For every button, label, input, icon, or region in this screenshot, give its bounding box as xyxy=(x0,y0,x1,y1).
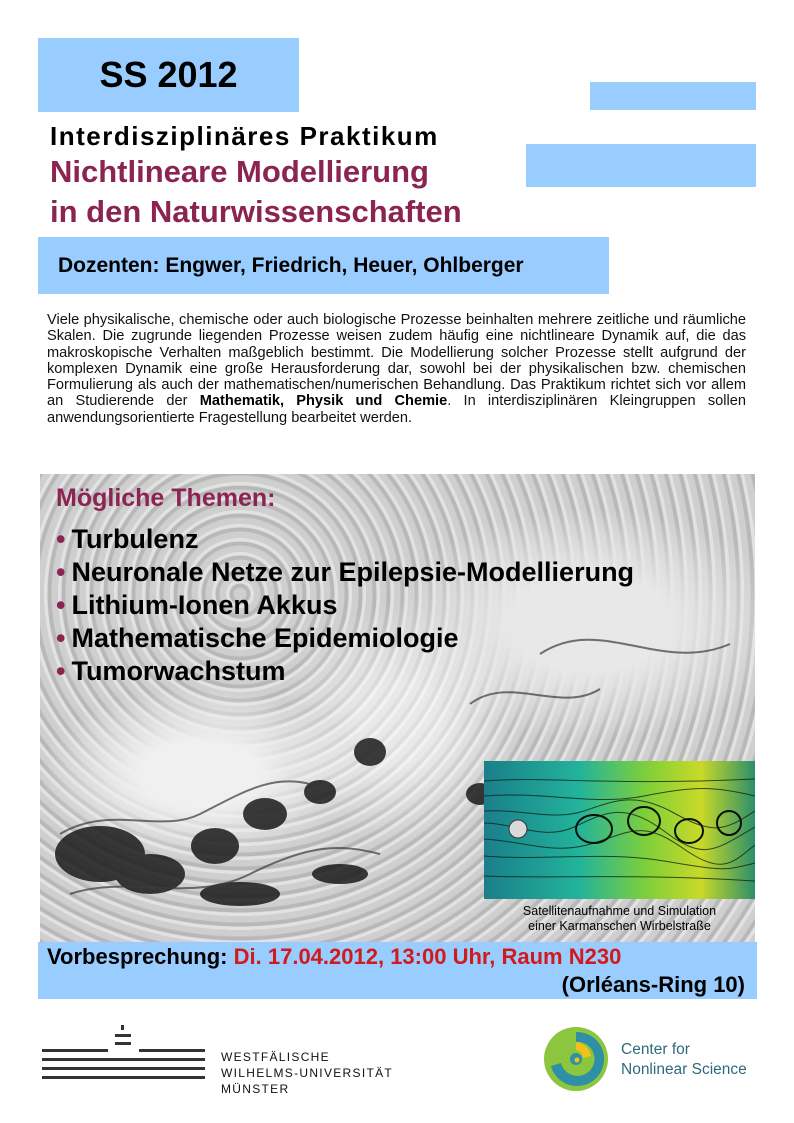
intro-paragraph xyxy=(47,312,746,426)
decorative-bar xyxy=(590,82,756,110)
vortex-simulation-image xyxy=(484,761,755,899)
university-name-line: WILHELMS-UNIVERSITÄT xyxy=(221,1066,394,1080)
university-name-line: WESTFÄLISCHE xyxy=(221,1050,330,1064)
intro-bold-subjects: Mathematik, Physik und Chemie xyxy=(199,393,448,410)
title-line-2: in den Naturwissenschaften xyxy=(50,194,462,229)
intro-text-end: . In interdisziplinären Kleingruppen sollen anwendungsorientierte Fragestellung bearbeitet werden. xyxy=(47,393,746,426)
university-logo xyxy=(42,1022,210,1094)
image-caption xyxy=(484,904,755,934)
bullet-icon: • xyxy=(56,590,66,620)
cns-swirl-logo xyxy=(543,1026,609,1092)
university-name xyxy=(221,1049,393,1097)
list-item xyxy=(56,623,459,654)
cns-name-line: Nonlinear Science xyxy=(621,1061,747,1078)
semester-label: SS 2012 xyxy=(99,54,238,95)
intro-text: Viele physikalische, chemische oder auch biologische Prozesse beinhalten mehrere zeitliche und räumliche Skalen. Die zugrunde liegenden Prozesse weisen zudem häufig eine nichtlineare Dynamik auf, die das makroskopische Verhalten maßgeblich bestimmt. Die Modellierung solcher Prozesse stellt aufgrund der komplexen Dynamik eine große Herausforderung dar, sowohl bei der physikalischen bzw. chemischen Formulierung als auch der mathematischen/numerischen Behandlung. Das Praktikum richtet sich vor allem an Studierende der xyxy=(47,312,746,410)
caption-line: Satellitenaufnahme und Simulation xyxy=(522,904,717,918)
topic-label: Mathematische Epidemiologie xyxy=(71,623,459,653)
lecturer-box xyxy=(38,237,609,294)
themes-heading: Mögliche Themen: xyxy=(56,484,276,512)
list-item xyxy=(56,557,634,588)
topic-label: Turbulenz xyxy=(71,524,199,554)
topic-label: Tumorwachstum xyxy=(71,656,286,686)
title-line-1: Nichtlineare Modellierung xyxy=(50,154,429,189)
list-item xyxy=(56,590,337,621)
cns-name-line: Center for xyxy=(621,1041,690,1058)
meeting-label: Vorbesprechung: xyxy=(47,944,228,969)
bullet-icon: • xyxy=(56,557,66,587)
cns-name xyxy=(621,1040,747,1080)
list-item xyxy=(56,524,198,555)
caption-line: einer Karmanschen Wirbelstraße xyxy=(528,919,711,933)
decorative-bar xyxy=(526,144,756,187)
bullet-icon: • xyxy=(56,656,66,686)
list-item xyxy=(56,656,285,687)
meeting-line xyxy=(47,944,621,970)
lecturers: Dozenten: Engwer, Friedrich, Heuer, Ohlberger xyxy=(58,253,524,277)
bullet-icon: • xyxy=(56,623,66,653)
meeting-address: (Orléans-Ring 10) xyxy=(561,972,745,997)
topic-label: Lithium-Ionen Akkus xyxy=(71,590,338,620)
bullet-icon: • xyxy=(56,524,66,554)
university-name-line: MÜNSTER xyxy=(221,1082,290,1096)
subtitle: Interdisziplinäres Praktikum xyxy=(50,121,439,151)
topic-label: Neuronale Netze zur Epilepsie-Modellierung xyxy=(71,557,635,587)
meeting-date: Di. 17.04.2012, 13:00 Uhr, Raum N230 xyxy=(233,944,622,969)
